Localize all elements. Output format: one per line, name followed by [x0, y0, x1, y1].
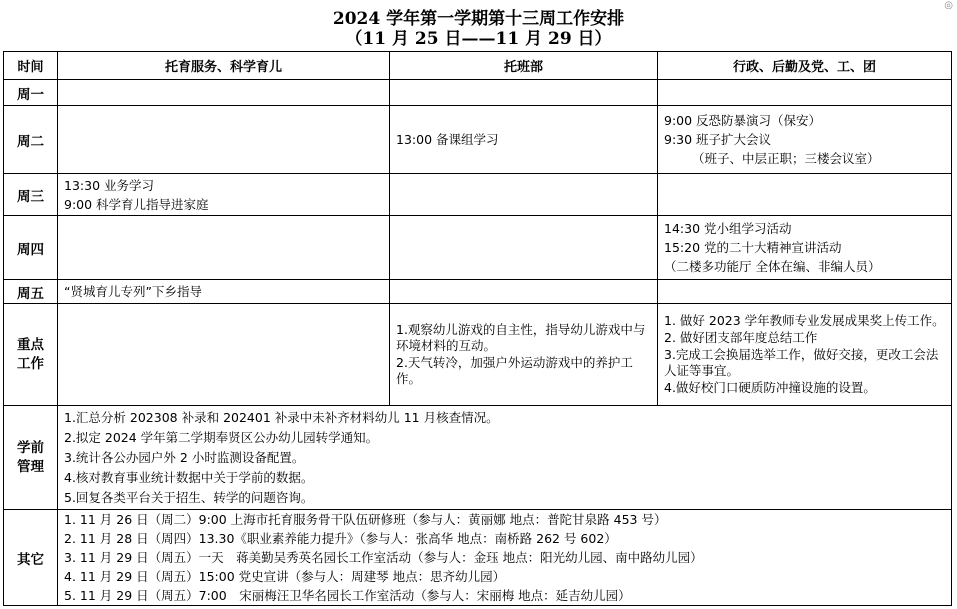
cell-thursday-childcare [58, 216, 390, 280]
preschool-item-3: 3.统计各公办园户外 2 小时监测设备配置。 [64, 449, 305, 465]
preschool-label-line-1: 学前 [17, 439, 44, 456]
header-row [4, 52, 952, 80]
wednesday-childcare-item-1: 13:30 业务学习 [64, 177, 154, 193]
cell-monday-nursery [390, 80, 658, 106]
row-friday [4, 280, 952, 304]
row-tuesday [4, 106, 952, 174]
row-other [4, 510, 952, 606]
row-preschool-management [4, 406, 952, 510]
other-item-4: 4. 11 月 29 日（周五）15:00 党史宣讲（参与人：周建琴 地点：思齐幼儿园） [64, 569, 506, 584]
day-label-thursday: 周四 [4, 216, 58, 280]
preschool-item-2: 2.拟定 2024 学年第二学期奉贤区公办幼儿园转学通知。 [64, 429, 379, 445]
focus-admin-item-4: 4.做好校门口硬质防冲撞设施的设置。 [664, 380, 876, 395]
focus-label-line-1: 重点 [17, 336, 44, 353]
tuesday-nursery-item: 13:00 备课组学习 [396, 132, 499, 147]
cell-friday-childcare [58, 280, 390, 304]
cell-focus-admin [658, 304, 952, 406]
thursday-admin-item-1: 14:30 党小组学习活动 [664, 221, 792, 236]
cell-wednesday-childcare [58, 174, 390, 216]
focus-label-line-2: 工作 [17, 355, 44, 372]
cell-thursday-nursery [390, 216, 658, 280]
day-label-monday: 周一 [4, 80, 58, 106]
thursday-admin-item-3: （二楼多功能厅 全体在编、非编人员） [664, 259, 881, 274]
preschool-item-5: 5.回复各类平台关于招生、转学的问题咨询。 [64, 489, 314, 505]
cell-friday-admin [658, 280, 952, 304]
focus-nursery-item-2: 2.天气转冷，加强户外运动游戏中的养护工作。 [396, 355, 633, 386]
tuesday-admin-item-2: 9:30 班子扩大会议 [664, 132, 772, 147]
tuesday-admin-item-1: 9:00 反恐防暴演习（保安） [664, 113, 822, 128]
row-thursday [4, 216, 952, 280]
day-label-friday: 周五 [4, 280, 58, 304]
page-title: 2024 学年第一学期第十三周工作安排 [332, 9, 625, 29]
day-label-focus-work [4, 304, 58, 406]
focus-admin-item-2: 2. 做好团支部年度总结工作 [664, 330, 818, 345]
cell-preschool-content [58, 406, 952, 510]
cell-tuesday-admin [658, 106, 952, 174]
day-label-tuesday: 周二 [4, 106, 58, 174]
cell-wednesday-admin [658, 174, 952, 216]
focus-admin-item-3: 3.完成工会换届选举工作，做好交接，更改工会法人证等事宜。 [664, 347, 939, 378]
other-item-3: 3. 11 月 29 日（周五）一天 蒋美勤吴秀英名园长工作室活动（参与人：金珏 地点：阳光幼儿园、南中路幼儿园） [64, 550, 703, 565]
day-label-other: 其它 [4, 510, 58, 606]
row-focus-work [4, 304, 952, 406]
friday-childcare-item: “贤城育儿专列”下乡指导 [64, 284, 202, 299]
cell-thursday-admin [658, 216, 952, 280]
wednesday-childcare-item-2: 9:00 科学育儿指导进家庭 [64, 196, 209, 212]
row-wednesday [4, 174, 952, 216]
day-label-preschool [4, 406, 58, 510]
header-nursery: 托班部 [390, 52, 658, 80]
cell-friday-nursery [390, 280, 658, 304]
corner-mark-icon: ◎ [944, 0, 953, 11]
schedule-table [3, 51, 952, 606]
cell-tuesday-nursery [390, 106, 658, 174]
focus-admin-item-1: 1. 做好 2023 学年教师专业发展成果奖上传工作。 [664, 313, 945, 328]
preschool-item-1: 1.汇总分析 202308 补录和 202401 补录中未补齐材料幼儿 11 月核查情况。 [64, 409, 499, 425]
header-time: 时间 [4, 52, 58, 80]
header-admin: 行政、后勤及党、工、团 [658, 52, 952, 80]
header-childcare: 托育服务、科学育儿 [58, 52, 390, 80]
focus-nursery-item-1: 1.观察幼儿游戏的自主性，指导幼儿游戏中与环境材料的互动。 [396, 322, 646, 353]
cell-monday-childcare [58, 80, 390, 106]
cell-monday-admin [658, 80, 952, 106]
cell-focus-nursery [390, 304, 658, 406]
cell-focus-childcare [58, 304, 390, 406]
thursday-admin-item-2: 15:20 党的二十大精神宣讲活动 [664, 240, 842, 255]
other-item-5: 5. 11 月 29 日（周五）7:00 宋丽梅汪卫华名园长工作室活动（参与人：宋丽梅 地点：延吉幼儿园） [64, 588, 631, 603]
page-subtitle-date-range: （11 月 25 日——11 月 29 日） [345, 29, 612, 49]
cell-other-content [58, 510, 952, 606]
preschool-item-4: 4.核对教育事业统计数据中关于学前的数据。 [64, 469, 314, 485]
day-label-wednesday: 周三 [4, 174, 58, 216]
tuesday-admin-item-3: （班子、中层正职；三楼会议室） [692, 151, 880, 166]
cell-wednesday-nursery [390, 174, 658, 216]
row-monday [4, 80, 952, 106]
other-item-1: 1. 11 月 26 日（周二）9:00 上海市托育服务骨干队伍研修班（参与人：黄丽娜 地点：普陀甘泉路 453 号） [64, 512, 667, 527]
cell-tuesday-childcare [58, 106, 390, 174]
preschool-label-line-2: 管理 [17, 458, 44, 475]
other-item-2: 2. 11 月 28 日（周四）13.30《职业素养能力提升》（参与人：张高华 地点：南桥路 262 号 602） [64, 531, 617, 546]
